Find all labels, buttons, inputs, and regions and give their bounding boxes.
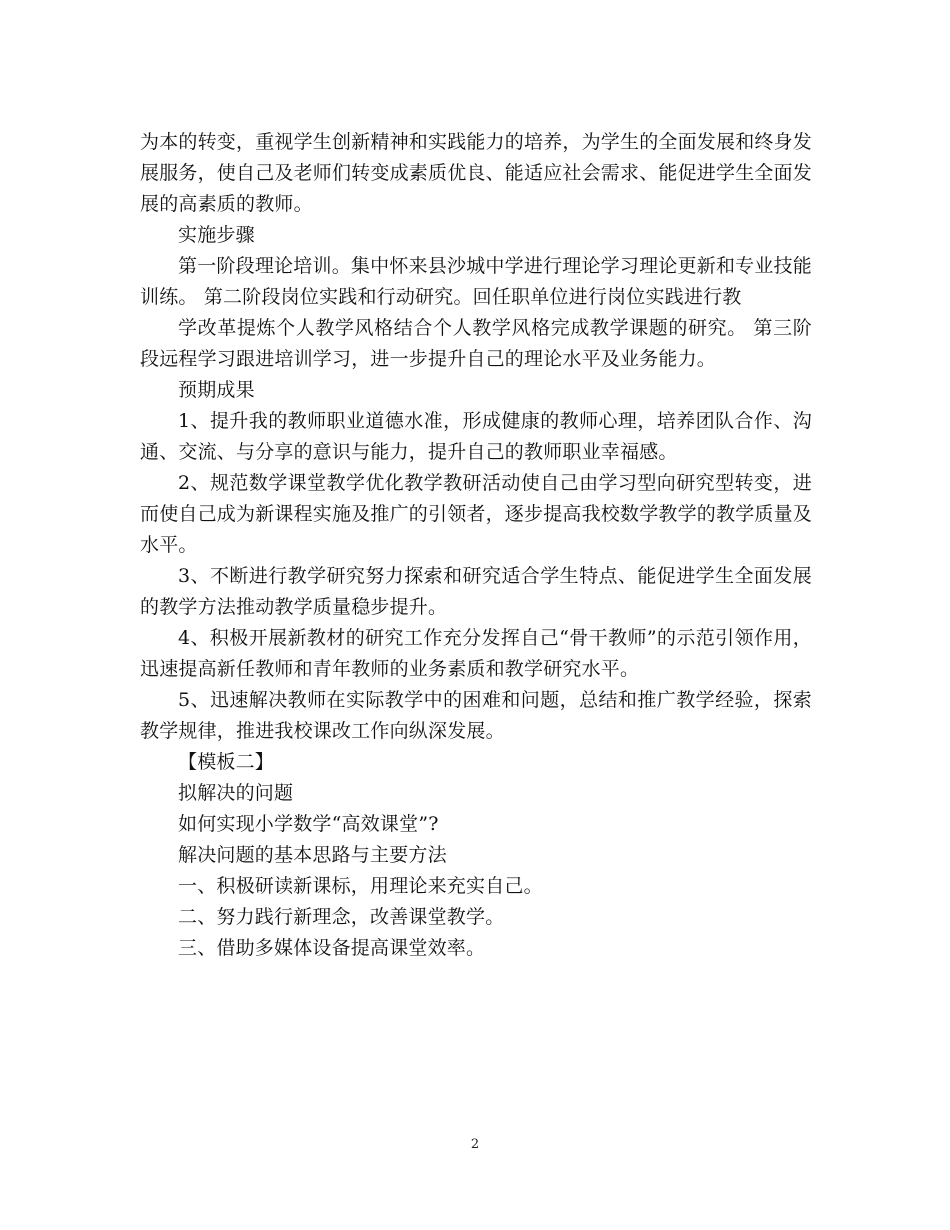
list-item: 5、迅速解决教师在实际教学中的困难和问题，总结和推广教学经验，探索教学规律，推进我校课改工作向纵深发展。 [140,689,812,742]
section-heading-expected-results: 预期成果 [178,379,255,401]
list-item: 一、积极研读新课标，用理论来充实自己。 [178,875,543,897]
section-heading-problem: 拟解决的问题 [178,782,294,804]
list-item: 三、借助多媒体设备提高课堂效率。 [178,937,486,959]
section-heading-methods: 解决问题的基本思路与主要方法 [178,844,447,866]
list-item: 3、不断进行教学研究努力探索和研究适合学生特点、能促进学生全面发展的教学方法推动教学质量稳步提升。 [140,565,812,618]
list-item: 2、规范数学课堂教学优化教学教研活动使自己由学习型向研究型转变，进而使自己成为新课程实施及推广的引领者，逐步提高我校数学教学的教学质量及水平。 [140,472,813,556]
paragraph: 学改革提炼个人教学风格结合个人教学风格完成教学课题的研究。 第三阶段远程学习跟进培训学习，进一步提升自己的理论水平及业务能力。 [140,317,812,370]
document-body [140,127,812,964]
list-item: 1、提升我的教师职业道德水准，形成健康的教师心理，培养团队合作、沟通、交流、与分享的意识与能力，提升自己的教师职业幸福感。 [140,410,812,463]
section-heading-implementation-steps: 实施步骤 [178,224,255,246]
paragraph: 如何实现小学数学“高效课堂”? [178,813,439,835]
list-item: 二、努力践行新理念，改善课堂教学。 [178,906,505,928]
paragraph: 第一阶段理论培训。集中怀来县沙城中学进行理论学习理论更新和专业技能训练。 第二阶段岗位实践和行动研究。回任职单位进行岗位实践进行教 [140,255,812,308]
template-heading: 【模板二】 [178,751,275,773]
page-number: 2 [470,1137,480,1152]
paragraph: 为本的转变，重视学生创新精神和实践能力的培养，为学生的全面发展和终身发展服务，使自己及老师们转变成素质优良、能适应社会需求、能促进学生全面发展的高素质的教师。 [140,131,813,215]
list-item: 4、积极开展新教材的研究工作充分发挥自己“骨干教师”的示范引领作用，迅速提高新任教师和青年教师的业务素质和教学研究水平。 [140,627,812,680]
